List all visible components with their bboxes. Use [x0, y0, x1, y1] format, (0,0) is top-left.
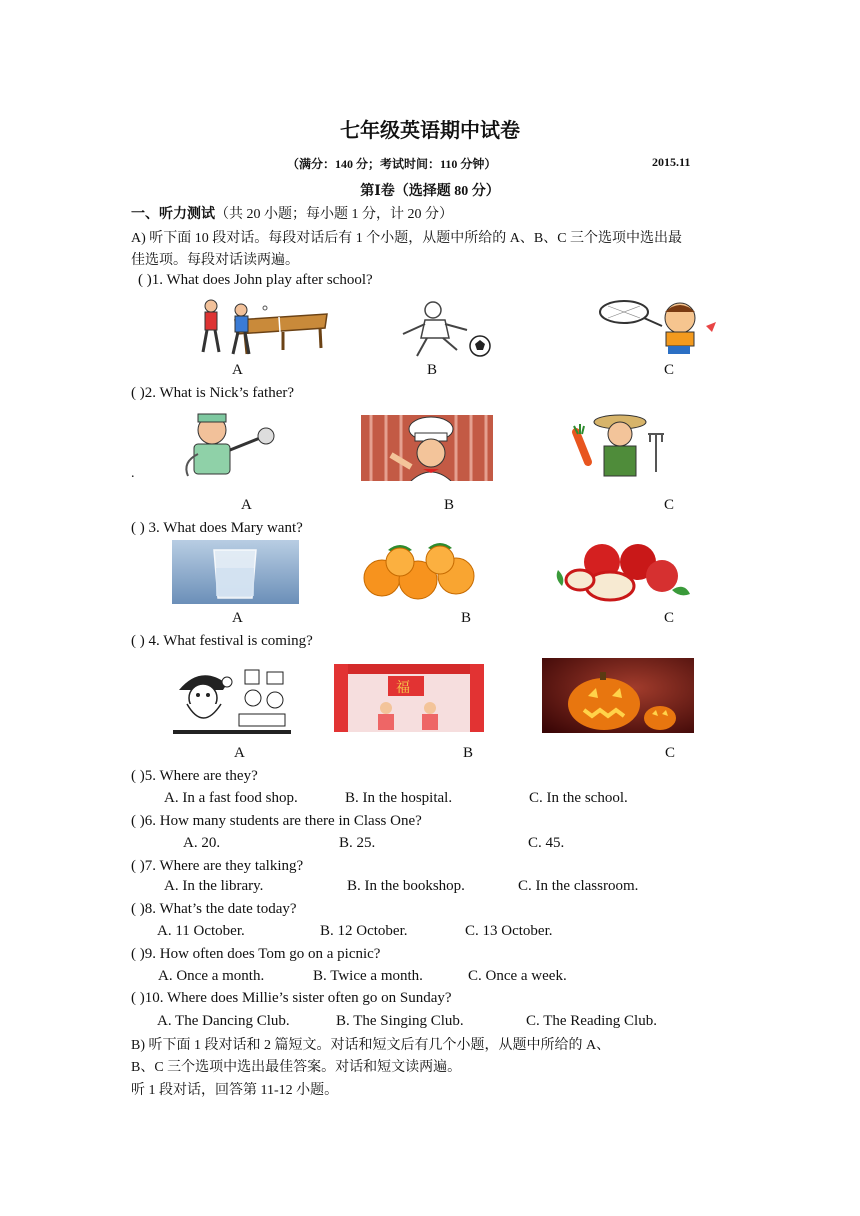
answer-blank[interactable]: ( ) — [131, 633, 145, 649]
water-glass-image[interactable] — [172, 540, 299, 604]
doctor-image[interactable] — [168, 410, 293, 480]
q8-option-c[interactable]: C. 13 October. — [465, 923, 553, 939]
question-text: 1. What does John play after school? — [151, 272, 373, 288]
question-text: 9. How often does Tom go on a picnic? — [144, 946, 381, 962]
question-1 — [138, 272, 373, 289]
question-text: 2. What is Nick’s father? — [144, 385, 295, 401]
stray-dot: . — [131, 466, 135, 481]
q3-option-c[interactable]: C — [664, 610, 675, 626]
q3-option-a[interactable]: A — [232, 610, 243, 626]
q3-option-b[interactable]: B — [461, 610, 472, 626]
cook-image[interactable] — [361, 415, 493, 481]
farmer-image[interactable] — [556, 412, 686, 482]
spring-festival-image[interactable] — [334, 664, 484, 732]
q9-option-c[interactable]: C. Once a week. — [468, 968, 567, 984]
q10-option-b[interactable]: B. The Singing Club. — [336, 1013, 464, 1029]
football-image[interactable] — [397, 300, 495, 358]
q4-option-c[interactable]: C — [665, 745, 676, 761]
q6-option-c[interactable]: C. 45. — [528, 835, 565, 851]
q10-option-c[interactable]: C. The Reading Club. — [526, 1013, 657, 1029]
answer-blank[interactable]: ( ) — [131, 901, 145, 917]
answer-blank[interactable]: ( ) — [131, 385, 145, 401]
santa-image[interactable] — [173, 664, 291, 734]
question-5 — [131, 768, 258, 785]
q5-option-c[interactable]: C. In the school. — [529, 790, 628, 806]
badminton-image[interactable] — [598, 298, 726, 356]
question-text: 10. Where does Millie’s sister often go on Sunday? — [144, 990, 452, 1006]
partA-instructions-line2: 佳选项。每段对话读两遍。 — [131, 253, 299, 268]
question-text: 3. What does Mary want? — [144, 520, 303, 536]
question-7 — [131, 858, 303, 875]
q7-option-b[interactable]: B. In the bookshop. — [347, 878, 465, 894]
question-text: 5. Where are they? — [144, 768, 258, 784]
q2-option-b[interactable]: B — [444, 497, 455, 513]
answer-blank[interactable]: ( ) — [131, 768, 145, 784]
part1-title: 一、听力测试 — [131, 207, 215, 222]
q7-option-a[interactable]: A. In the library. — [164, 878, 264, 894]
score-time-info: （满分：140 分；考试时间：110 分钟） — [287, 157, 497, 171]
part1-note: （共 20 小题；每小题 1 分，计 20 分） — [215, 207, 453, 222]
q4-option-a[interactable]: A — [234, 745, 245, 761]
answer-blank[interactable]: ( ) — [138, 272, 152, 288]
partB-instructions-line2: B、C 三个选项中选出最佳答案。对话和短文读两遍。 — [131, 1060, 462, 1075]
question-2 — [131, 385, 294, 402]
q5-option-a[interactable]: A. In a fast food shop. — [164, 790, 298, 806]
question-6 — [131, 813, 422, 830]
fu-character: 福 — [396, 680, 410, 696]
answer-blank[interactable]: ( ) — [131, 813, 145, 829]
q5-option-b[interactable]: B. In the hospital. — [345, 790, 453, 806]
question-8 — [131, 901, 297, 918]
partB-instructions-line1: B) 听下面 1 段对话和 2 篇短文。对话和短文后有几个小题，从题中所给的 A、 — [131, 1038, 611, 1053]
ping-pong-image[interactable] — [195, 298, 330, 356]
q1-option-a[interactable]: A — [232, 362, 243, 378]
answer-blank[interactable]: ( ) — [131, 858, 145, 874]
q9-option-a[interactable]: A. Once a month. — [158, 968, 265, 984]
q4-option-b[interactable]: B — [463, 745, 474, 761]
answer-blank[interactable]: ( ) — [131, 520, 145, 536]
partA-instructions-line1: A) 听下面 10 段对话。每段对话后有 1 个小题，从题中所给的 A、B、C 三个选项中选出最 — [131, 231, 683, 246]
halloween-image[interactable] — [542, 658, 694, 733]
apples-image[interactable] — [552, 540, 692, 604]
question-9 — [131, 946, 380, 963]
partB-instructions-line3: 听 1 段对话，回答第 11-12 小题。 — [131, 1083, 339, 1098]
question-10 — [131, 990, 452, 1007]
part1-heading — [131, 203, 453, 223]
q2-option-a[interactable]: A — [241, 497, 252, 513]
question-4 — [131, 633, 313, 650]
answer-blank[interactable]: ( ) — [131, 946, 145, 962]
question-3 — [131, 520, 303, 537]
q1-option-c[interactable]: C — [664, 362, 675, 378]
question-text: 7. Where are they talking? — [144, 858, 304, 874]
page-title: 七年级英语期中试卷 — [340, 120, 520, 142]
section-title: 第Ⅰ卷（选择题 80 分） — [360, 184, 500, 199]
question-text: 8. What’s the date today? — [144, 901, 297, 917]
q6-option-b[interactable]: B. 25. — [339, 835, 376, 851]
oranges-image[interactable] — [358, 540, 483, 605]
exam-date: 2015.11 — [652, 155, 691, 169]
q8-option-b[interactable]: B. 12 October. — [320, 923, 408, 939]
q1-option-b[interactable]: B — [427, 362, 438, 378]
question-text: 6. How many students are there in Class One? — [144, 813, 422, 829]
q9-option-b[interactable]: B. Twice a month. — [313, 968, 423, 984]
question-text: 4. What festival is coming? — [144, 633, 313, 649]
q6-option-a[interactable]: A. 20. — [183, 835, 221, 851]
q10-option-a[interactable]: A. The Dancing Club. — [157, 1013, 290, 1029]
q2-option-c[interactable]: C — [664, 497, 675, 513]
answer-blank[interactable]: ( ) — [131, 990, 145, 1006]
q8-option-a[interactable]: A. 11 October. — [157, 923, 245, 939]
q7-option-c[interactable]: C. In the classroom. — [518, 878, 639, 894]
